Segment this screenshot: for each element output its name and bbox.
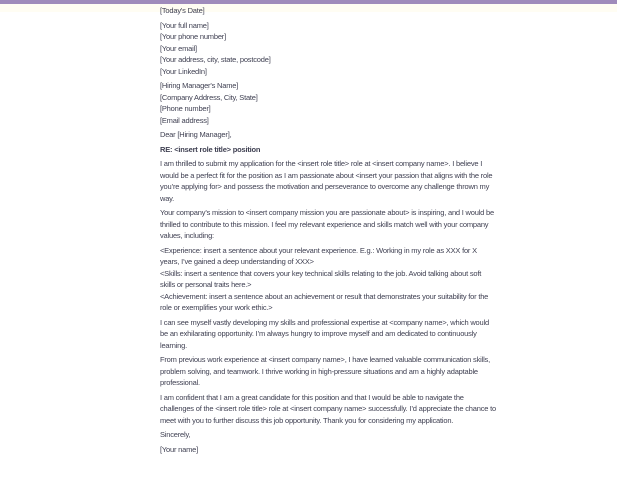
experience-item: <Experience: insert a sentence about your relevant experience. E.g.: Working in my role as XXX for X years, I’ve gained a deep understanding of XXX>: [160, 245, 477, 266]
recipient-email-line: [Email address]: [160, 115, 209, 125]
paragraph-previous-experience: From previous work experience at <insert company name>, I have learned valuable communication skills, problem solving, and teamwork. I thrive working in high-pressure situations and am a highly adaptable professional.: [160, 355, 490, 387]
recipient-address-block: [160, 80, 498, 126]
paragraph-development: I can see myself vastly developing my skills and professional expertise at <company name>, which would be an exhilarating opportunity. I’m always hungry to improve myself and am dedicated to continuously learning.: [160, 317, 489, 350]
sender-email-line: [Your email]: [160, 43, 197, 53]
closing-line: Sincerely,: [160, 430, 191, 439]
cover-letter-page: [160, 5, 498, 455]
subject-line: RE: <insert role title> position: [160, 144, 261, 154]
sender-address-block: [160, 20, 498, 78]
recipient-name-line: [Hiring Manager's Name]: [160, 81, 239, 90]
achievement-item: <Achievement: insert a sentence about an achievement or result that demonstrates your suitability for the role or exemplifies your work ethic.>: [160, 291, 489, 312]
recipient-phone-line: [Phone number]: [160, 104, 211, 113]
paragraph-confidence: I am confident that I am a great candidate for this position and that I would be able to navigate the challenges of the <insert role title> role at <insert company name> successfully. I’d appreciate the chance to meet with you to further discuss this job opportunity. Thank you for considering my application.: [160, 392, 496, 425]
paragraph-mission: Your company’s mission to <insert company mission you are passionate about> is inspiring, and I would be thrilled to contribute to this mission. I feel my relevant experience and skills match well with your company values, including:: [160, 208, 494, 240]
sender-phone-line: [Your phone number]: [160, 32, 226, 41]
signature-line: [Your name]: [160, 444, 198, 454]
recipient-address-line: [Company Address, City, State]: [160, 92, 258, 102]
date-line: [Today's Date]: [160, 6, 205, 15]
paragraph-intro: I am thrilled to submit my application for the <insert role title> role at <insert company name>. I believe I would be a perfect fit for the position as I am passionate about <insert your passion that aligns with the role you’re applying for> and possess the motivation and perseverance to overcome any challenge thrown my way.: [160, 159, 493, 203]
sender-address-line: [Your address, city, state, postcode]: [160, 55, 271, 64]
sender-name-line: [Your full name]: [160, 20, 209, 30]
sender-linkedin-line: [Your LinkedIn]: [160, 66, 207, 76]
salutation: Dear [Hiring Manager],: [160, 130, 232, 139]
skills-item: <Skills: insert a sentence that covers your key technical skills relating to the job. Avoid talking about soft skills or personal traits here.>: [160, 268, 482, 289]
template-items-block: [160, 245, 498, 314]
